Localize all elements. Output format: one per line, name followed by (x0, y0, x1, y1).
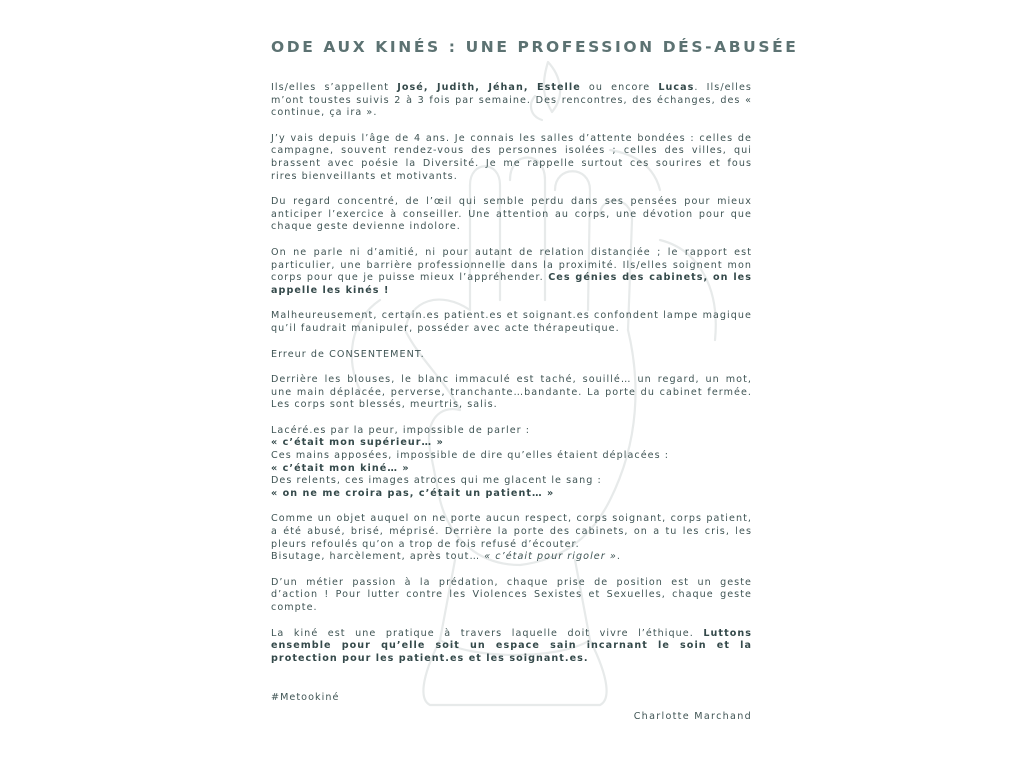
hashtag: #Metookiné (271, 692, 340, 704)
paragraph-10: D’un métier passion à la prédation, chaque prise de position est un geste d’action ! Pour lutter contre les Violences Sexistes et Sexuelles, chaque geste compte. (271, 576, 752, 613)
paragraph-7: Derrière les blouses, le blanc immaculé est taché, souillé… un regard, un mot, une main déplacée, perverse, tranchante…bandante. La porte du cabinet fermée. Les corps sont blessés, meurtris, salis. (271, 374, 752, 411)
paragraph-4: On ne parle ni d’amitié, ni pour autant de relation distanciée ; le rapport est particulier, une barrière professionnelle dans la proximité. Ils/elles soignent mon corps pour que je puisse mieux l’appréhender. Ces génies des cabinets, on les appelle les kinés ! (271, 246, 752, 296)
paragraph-3: Du regard concentré, de l’œil qui semble perdu dans ses pensées pour mieux anticiper l’exercice à conseiller. Une attention au corps, une dévotion pour que chaque geste devienne indolore. (271, 196, 752, 233)
article (271, 38, 799, 718)
article-title: ODE AUX KINÉS : UNE PROFESSION DÉS-ABUSÉE (271, 38, 799, 56)
names-highlight: José, Judith, Jéhan, Estelle (397, 82, 581, 93)
signature: Charlotte Marchand (633, 711, 752, 722)
quote-intro-2: Ces mains apposées, impossible de dire qu’elles étaient déplacées : (271, 450, 670, 462)
paragraph-1: Ils/elles s’appellent José, Judith, Jéhan, Estelle ou encore Lucas. Ils/elles m’ont toustes suivis 2 à 3 fois par semaine. Des rencontres, des échanges, des « continue, ça ira ». (271, 82, 752, 119)
quote-2: « c’était mon kiné… » (271, 462, 410, 474)
paragraph-2: J’y vais depuis l’âge de 4 ans. Je connais les salles d’attente bondées : celles de campagne, souvent rendez-vous des personnes isolées ; celles des villes, qui brassent avec poésie la Diversité. Je me rappelle surtout ces sourires et fous rires bienveillants et motivants. (271, 132, 752, 182)
quote-1: « c’était mon supérieur… » (271, 437, 444, 449)
paragraph-6: Erreur de CONSENTEMENT. (271, 348, 425, 360)
paragraph-9-italic: « c’était pour rigoler » (484, 551, 617, 563)
quote-intro-3: Des relents, ces images atroces qui me glacent le sang : (271, 475, 602, 487)
paragraph-4-bold: Ces génies des cabinets, on les appelle les kinés ! (271, 272, 752, 296)
paragraph-11: La kiné est une pratique à travers laquelle doit vivre l’éthique. Luttons ensemble pour qu’elle soit un espace sain incarnant le soin et la protection pour les patient.es et les soignant.es. (271, 627, 752, 664)
paragraph-8 (271, 425, 752, 501)
name-lucas: Lucas (658, 82, 695, 93)
quote-intro-1: Lacéré.es par la peur, impossible de parler : (271, 424, 531, 436)
quote-3: « on ne me croira pas, c’était un patient… » (271, 487, 555, 499)
paragraph-11-bold: Luttons ensemble pour qu’elle soit un espace sain incarnant le soin et la protection pour les patient.es et les soignant.es. (271, 627, 752, 664)
paragraph-5: Malheureusement, certain.es patient.es et soignant.es confondent lampe magique qu’il faudrait manipuler, posséder avec acte thérapeutique. (271, 310, 752, 334)
paragraph-9: Comme un objet auquel on ne porte aucun respect, corps soignant, corps patient, a été abusé, brisé, méprisé. Derrière la porte des cabinets, on a tu les cris, les pleurs refoulés qu’on a trop de fois refusé d’écouter. Bisutage, harcèlement, après tout… « c’était pour rigoler ». (271, 513, 752, 563)
